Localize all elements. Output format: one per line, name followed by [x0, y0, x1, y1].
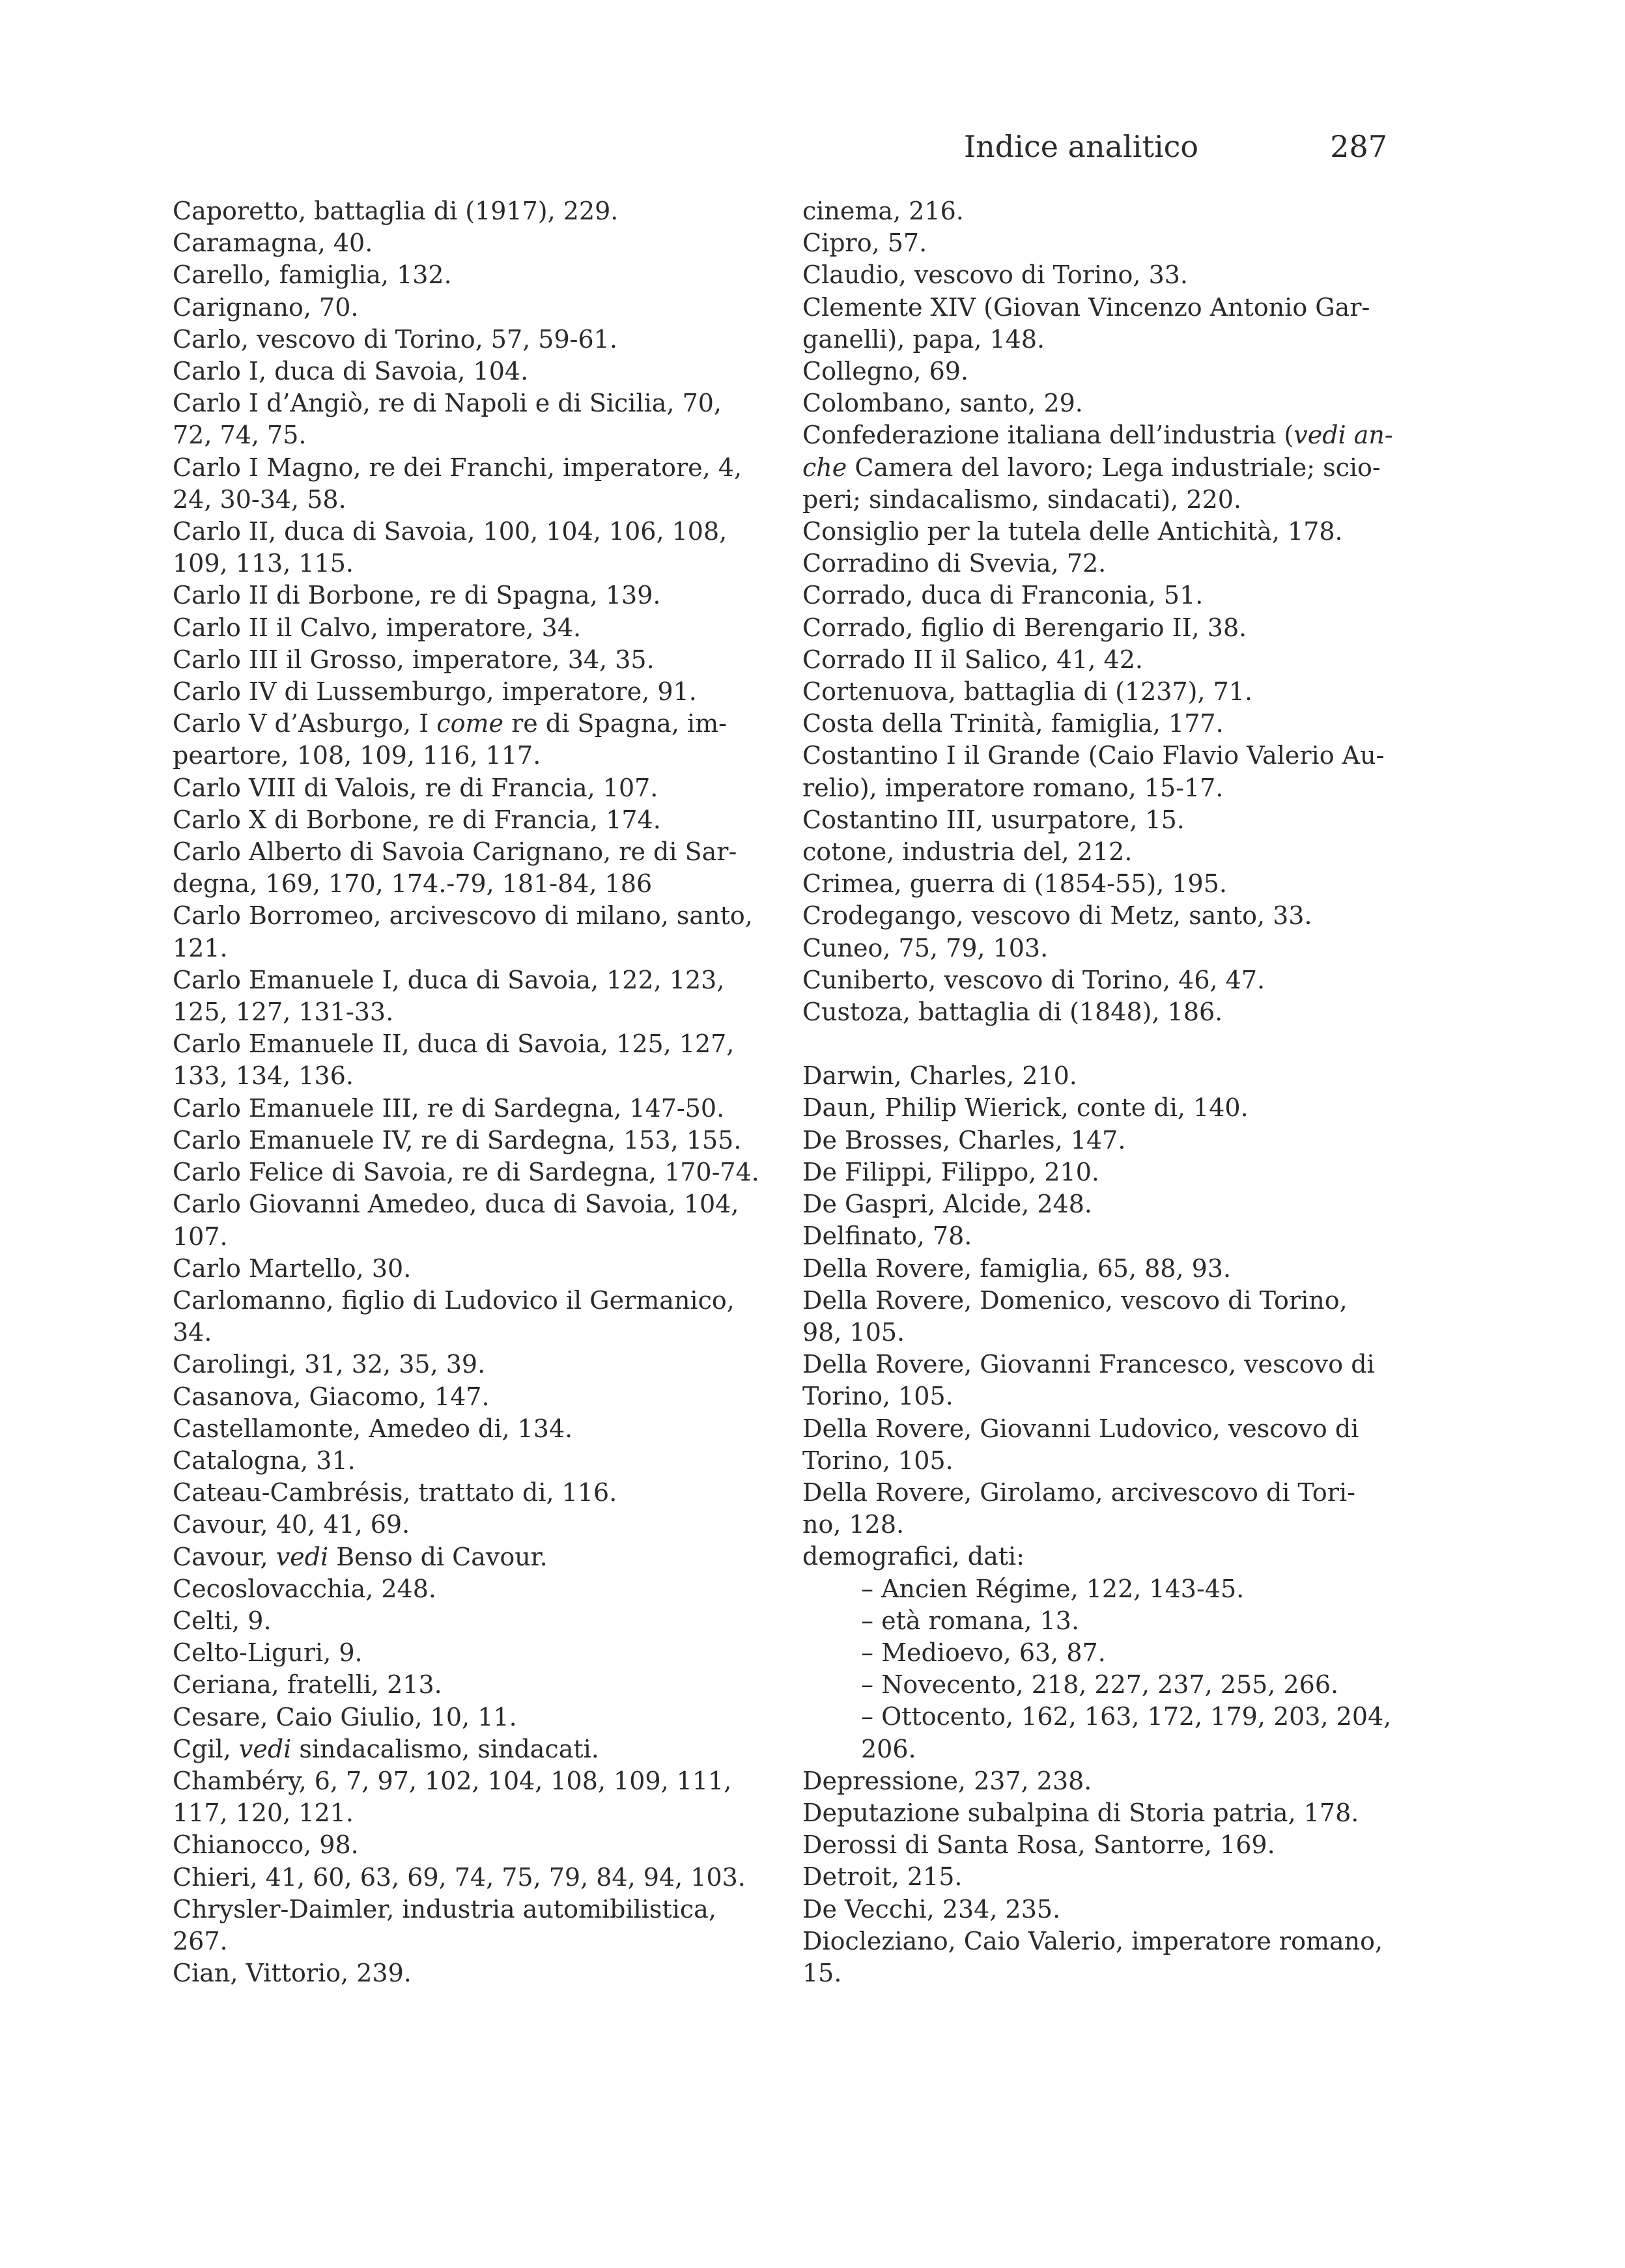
entry-line: Cian, Vittorio, 239.: [173, 1959, 412, 1988]
index-entry: [802, 580, 1402, 611]
index-entry: [173, 1957, 772, 1989]
entry-line: Carlo I d’Angiò, re di Napoli e di Sicilia, 70,: [173, 389, 722, 418]
page-number: 287: [1330, 129, 1387, 164]
entry-line: Daun, Philip Wierick, conte di, 140.: [802, 1093, 1249, 1123]
index-entry: [802, 548, 1402, 580]
entry-line: – Novecento, 218, 227, 237, 255, 266.: [861, 1670, 1339, 1700]
index-entry: [802, 900, 1402, 932]
italic-term: vedi: [238, 1734, 292, 1763]
index-column-right: [802, 195, 1402, 1989]
entry-line: – età romana, 13.: [861, 1606, 1080, 1635]
entry-line: Torino, 105.: [802, 1446, 954, 1475]
index-entry: [802, 292, 1402, 356]
entry-line: 267.: [173, 1926, 228, 1955]
index-entry: [173, 1637, 772, 1669]
index-entry: [173, 1669, 772, 1701]
index-entry: [173, 1701, 772, 1733]
running-title: Indice analitico: [964, 129, 1199, 164]
index-entry: [173, 644, 772, 676]
index-entry: [802, 1125, 1402, 1156]
index-entry: [802, 227, 1402, 259]
index-entry: [173, 1829, 772, 1861]
entry-line: Collegno, 69.: [802, 357, 969, 386]
index-entry: [173, 772, 772, 804]
entry-line: Carlo Emanuele III, re di Sardegna, 147-50.: [173, 1093, 725, 1123]
entry-line: Cecoslovacchia, 248.: [173, 1574, 436, 1603]
entry-line: Carello, famiglia, 132.: [173, 260, 452, 290]
index-entry: [173, 1028, 772, 1092]
index-entry: [173, 1349, 772, 1380]
entry-line: Carlo Martello, 30.: [173, 1253, 412, 1283]
entry-line: degna, 169, 170, 174.-79, 181-84, 186: [173, 869, 653, 899]
entry-line: Castellamonte, Amedeo di, 134.: [173, 1414, 573, 1443]
entry-line: Corrado, duca di Franconia, 51.: [802, 581, 1204, 610]
entry-line: Chambéry, 6, 7, 97, 102, 104, 108, 109, 111,: [173, 1766, 732, 1795]
index-entry: [173, 1862, 772, 1894]
entry-line: Colombano, santo, 29.: [802, 389, 1083, 418]
index-entry: [802, 1092, 1402, 1124]
index-entry: [173, 900, 772, 964]
index-entry: [802, 195, 1402, 227]
entry-line: Depressione, 237, 238.: [802, 1766, 1092, 1795]
index-entry: [802, 676, 1402, 708]
entry-line: Confederazione italiana dell’industria (vedi an-: [802, 421, 1393, 450]
index-entry: [802, 419, 1402, 516]
entry-line: 125, 127, 131-33.: [173, 998, 394, 1027]
entry-line: – Ancien Régime, 122, 143-45.: [861, 1574, 1245, 1603]
entry-line: Deputazione subalpina di Storia patria, 178.: [802, 1798, 1359, 1827]
entry-line: Delfinato, 78.: [802, 1222, 972, 1251]
entry-line: Derossi di Santa Rosa, Santorre, 169.: [802, 1830, 1275, 1860]
entry-line: Corrado II il Salico, 41, 42.: [802, 645, 1143, 674]
entry-line: Carlo V d’Asburgo, I come re di Spagna, im-: [173, 709, 728, 738]
entry-line: Carlo VIII di Valois, re di Francia, 107.: [173, 773, 658, 802]
entry-line: Catalogna, 31.: [173, 1446, 356, 1475]
entry-line: Carlo I Magno, re dei Franchi, imperatore, 4,: [173, 453, 742, 482]
entry-line: Torino, 105.: [802, 1382, 954, 1411]
entry-line: Cortenuova, battaglia di (1237), 71.: [802, 677, 1253, 707]
index-entry: [173, 292, 772, 324]
index-entry: [173, 1381, 772, 1413]
index-entry: [173, 516, 772, 580]
index-entry: [802, 1477, 1402, 1541]
entry-line: Carlomanno, figlio di Ludovico il Germanico,: [173, 1285, 735, 1315]
entry-line: Claudio, vescovo di Torino, 33.: [802, 260, 1189, 290]
index-entry: [173, 195, 772, 227]
entry-line: Cgil, vedi sindacalismo, sindacati.: [173, 1734, 599, 1763]
running-header: [964, 124, 1387, 169]
index-entry: [173, 1125, 772, 1156]
index-entry: [802, 1541, 1402, 1573]
index-entry: [173, 1445, 772, 1477]
letter-gap: [802, 1028, 1402, 1060]
index-column-left: [173, 195, 772, 1989]
index-entry: [802, 1156, 1402, 1188]
index-entry: [802, 1253, 1402, 1285]
entry-line: De Gaspri, Alcide, 248.: [802, 1190, 1092, 1219]
index-entry: [173, 1285, 772, 1349]
index-entry: [173, 676, 772, 708]
entry-line: cotone, industria del, 212.: [802, 837, 1133, 867]
entry-line: Corrado, figlio di Berengario II, 38.: [802, 613, 1247, 642]
entry-line: peri; sindacalismo, sindacati), 220.: [802, 484, 1241, 514]
entry-line: Carlo III il Grosso, imperatore, 34, 35.: [173, 645, 655, 674]
entry-line: Cavour, vedi Benso di Cavour.: [173, 1542, 548, 1571]
entry-line: Carlo IV di Lussemburgo, imperatore, 91.: [173, 677, 697, 707]
entry-line: Della Rovere, Domenico, vescovo di Torino,: [802, 1285, 1348, 1315]
entry-line: 98, 105.: [802, 1317, 905, 1347]
index-entry: [173, 1156, 772, 1188]
entry-line: De Vecchi, 234, 235.: [802, 1894, 1061, 1924]
index-entry: [173, 836, 772, 900]
entry-line: Custoza, battaglia di (1848), 186.: [802, 998, 1223, 1027]
index-entry: [802, 1060, 1402, 1092]
entry-line: Carlo X di Borbone, re di Francia, 174.: [173, 805, 661, 834]
entry-line: Carlo II, duca di Savoia, 100, 104, 106, 108,: [173, 517, 728, 546]
index-entry: [802, 356, 1402, 387]
entry-line: Costantino III, usurpatore, 15.: [802, 805, 1185, 834]
index-entry: [802, 1861, 1402, 1893]
index-entry: [802, 836, 1402, 868]
index-entry: [173, 259, 772, 291]
entry-line: Chianocco, 98.: [173, 1830, 359, 1860]
index-entry: [173, 387, 772, 451]
index-entry: [802, 932, 1402, 964]
entry-line: Casanova, Giacomo, 147.: [173, 1382, 490, 1411]
entry-line: peartore, 108, 109, 116, 117.: [173, 741, 541, 770]
entry-line: Caramagna, 40.: [173, 229, 373, 258]
index-entry: [802, 516, 1402, 548]
italic-term: che: [802, 453, 847, 482]
italic-term: vedi: [276, 1542, 329, 1571]
entry-line: 107.: [173, 1222, 228, 1251]
entry-line: 133, 134, 136.: [173, 1061, 354, 1091]
entry-line: Carlo I, duca di Savoia, 104.: [173, 357, 529, 386]
index-entry: [173, 1765, 772, 1829]
entry-line: Carolingi, 31, 32, 35, 39.: [173, 1350, 486, 1379]
entry-line: Cavour, 40, 41, 69.: [173, 1510, 410, 1539]
entry-line: 72, 74, 75.: [173, 421, 307, 450]
index-entry: [173, 964, 772, 1028]
entry-line: cinema, 216.: [802, 197, 964, 225]
entry-line: Della Rovere, famiglia, 65, 88, 93.: [802, 1253, 1232, 1283]
entry-line: 117, 120, 121.: [173, 1799, 354, 1828]
index-entry: [802, 868, 1402, 900]
entry-line: Carlo II di Borbone, re di Spagna, 139.: [173, 581, 661, 610]
entry-line: no, 128.: [802, 1510, 905, 1539]
index-entry: [802, 1220, 1402, 1252]
index-entry: [802, 259, 1402, 291]
entry-line: 109, 113, 115.: [173, 549, 354, 578]
index-entry: [173, 580, 772, 611]
entry-line: Carlo Emanuele II, duca di Savoia, 125, 127,: [173, 1029, 735, 1059]
index-entry: [802, 1797, 1402, 1829]
index-subentry: [832, 1669, 1402, 1701]
index-entry: [173, 1605, 772, 1637]
index-entry: [173, 1573, 772, 1605]
entry-line: 15.: [802, 1958, 842, 1987]
entry-line: Della Rovere, Giovanni Ludovico, vescovo di: [802, 1414, 1359, 1443]
entry-line: Carlo Alberto di Savoia Carignano, re di Sar-: [173, 837, 737, 867]
index-entry: [173, 1894, 772, 1957]
entry-line: Corradino di Svevia, 72.: [802, 549, 1107, 578]
entry-line: Celti, 9.: [173, 1606, 272, 1635]
index-entry: [802, 1285, 1402, 1349]
entry-line: 121.: [173, 933, 228, 962]
entry-line: Carlo Emanuele I, duca di Savoia, 122, 123,: [173, 965, 725, 994]
index-entry: [173, 356, 772, 387]
entry-line: Chieri, 41, 60, 63, 69, 74, 75, 79, 84, 94, 103.: [173, 1862, 746, 1892]
entry-line: Cuniberto, vescovo di Torino, 46, 47.: [802, 965, 1265, 994]
index-entry: [173, 227, 772, 259]
entry-line: Clemente XIV (Giovan Vincenzo Antonio Gar-: [802, 292, 1370, 322]
entry-line: Diocleziano, Caio Valerio, imperatore romano,: [802, 1926, 1383, 1955]
entry-line: Crodegango, vescovo di Metz, santo, 33.: [802, 901, 1312, 931]
entry-line: demografici, dati:: [802, 1542, 1025, 1571]
entry-line: ganelli), papa, 148.: [802, 324, 1045, 354]
entry-line: Costa della Trinità, famiglia, 177.: [802, 709, 1224, 738]
entry-line: Costantino I il Grande (Caio Flavio Valerio Au-: [802, 741, 1385, 770]
index-entry: [802, 1349, 1402, 1412]
entry-line: Carlo Giovanni Amedeo, duca di Savoia, 104,: [173, 1190, 739, 1219]
italic-term: come: [436, 709, 503, 738]
index-entry: [802, 1765, 1402, 1797]
index-entry: [802, 804, 1402, 836]
entry-line: Consiglio per la tutela delle Antichità, 178.: [802, 517, 1343, 546]
index-entry: [173, 1413, 772, 1445]
entry-line: Cipro, 57.: [802, 229, 927, 258]
index-entry: [802, 1829, 1402, 1861]
entry-line: che Camera del lavoro; Lega industriale; scio-: [802, 453, 1381, 482]
index-entry: [802, 1925, 1402, 1989]
entry-line: Cuneo, 75, 79, 103.: [802, 933, 1049, 962]
entry-line: 34.: [173, 1318, 212, 1347]
index-entry: [173, 1541, 772, 1573]
index-entry: [173, 1733, 772, 1765]
index-entry: [802, 1894, 1402, 1925]
entry-line: Carlo II il Calvo, imperatore, 34.: [173, 613, 582, 642]
entry-line: 24, 30-34, 58.: [173, 484, 346, 514]
index-entry: [173, 612, 772, 644]
entry-line: Caporetto, battaglia di (1917), 229.: [173, 197, 619, 225]
index-entry: [802, 1413, 1402, 1477]
entry-line: Della Rovere, Girolamo, arcivescovo di Tori-: [802, 1477, 1355, 1507]
index-entry: [173, 324, 772, 356]
entry-line: Chrysler-Daimler, industria automibilistica,: [173, 1894, 716, 1924]
entry-line: Della Rovere, Giovanni Francesco, vescovo di: [802, 1350, 1375, 1379]
index-entry: [802, 996, 1402, 1028]
index-subentry: [832, 1701, 1402, 1765]
entry-line: Crimea, guerra di (1854-55), 195.: [802, 869, 1227, 899]
index-entry: [802, 387, 1402, 419]
index-entry: [802, 1188, 1402, 1220]
index-subentry: [832, 1605, 1402, 1637]
index-entry: [802, 964, 1402, 996]
entry-line: Cateau-Cambrésis, trattato di, 116.: [173, 1478, 617, 1507]
index-subentry: [832, 1573, 1402, 1605]
italic-term: vedi an-: [1293, 421, 1393, 450]
entry-line: Cesare, Caio Giulio, 10, 11.: [173, 1702, 517, 1731]
index-entry: [173, 452, 772, 516]
index-subentry: [832, 1637, 1402, 1669]
index-entry: [802, 740, 1402, 804]
index-entry: [173, 1477, 772, 1509]
entry-line: Carlo, vescovo di Torino, 57, 59-61.: [173, 324, 617, 354]
index-entry: [802, 708, 1402, 740]
index-entry: [173, 804, 772, 836]
entry-line: – Medioevo, 63, 87.: [861, 1638, 1106, 1667]
index-entry: [802, 644, 1402, 676]
entry-line: Carlo Emanuele IV, re di Sardegna, 153, 155.: [173, 1125, 742, 1155]
index-entry: [802, 612, 1402, 644]
entry-line: Carlo Borromeo, arcivescovo di milano, santo,: [173, 901, 753, 931]
entry-line: De Filippi, Filippo, 210.: [802, 1157, 1099, 1186]
entry-line: Ceriana, fratelli, 213.: [173, 1670, 442, 1700]
index-entry: [173, 1093, 772, 1125]
entry-line: Detroit, 215.: [802, 1862, 963, 1892]
entry-line: relio), imperatore romano, 15-17.: [802, 773, 1224, 802]
index-entry: [173, 708, 772, 772]
entry-line: De Brosses, Charles, 147.: [802, 1125, 1126, 1155]
entry-line: – Ottocento, 162, 163, 172, 179, 203, 204,: [861, 1702, 1392, 1731]
entry-line: Celto-Liguri, 9.: [173, 1638, 363, 1668]
entry-line: Carignano, 70.: [173, 292, 359, 322]
entry-line: Darwin, Charles, 210.: [802, 1061, 1077, 1091]
entry-line: Carlo Felice di Savoia, re di Sardegna, 170-74.: [173, 1158, 759, 1187]
index-entry: [173, 1509, 772, 1541]
index-entry: [173, 1253, 772, 1285]
entry-line: 206.: [861, 1734, 916, 1763]
index-entry: [173, 1188, 772, 1252]
